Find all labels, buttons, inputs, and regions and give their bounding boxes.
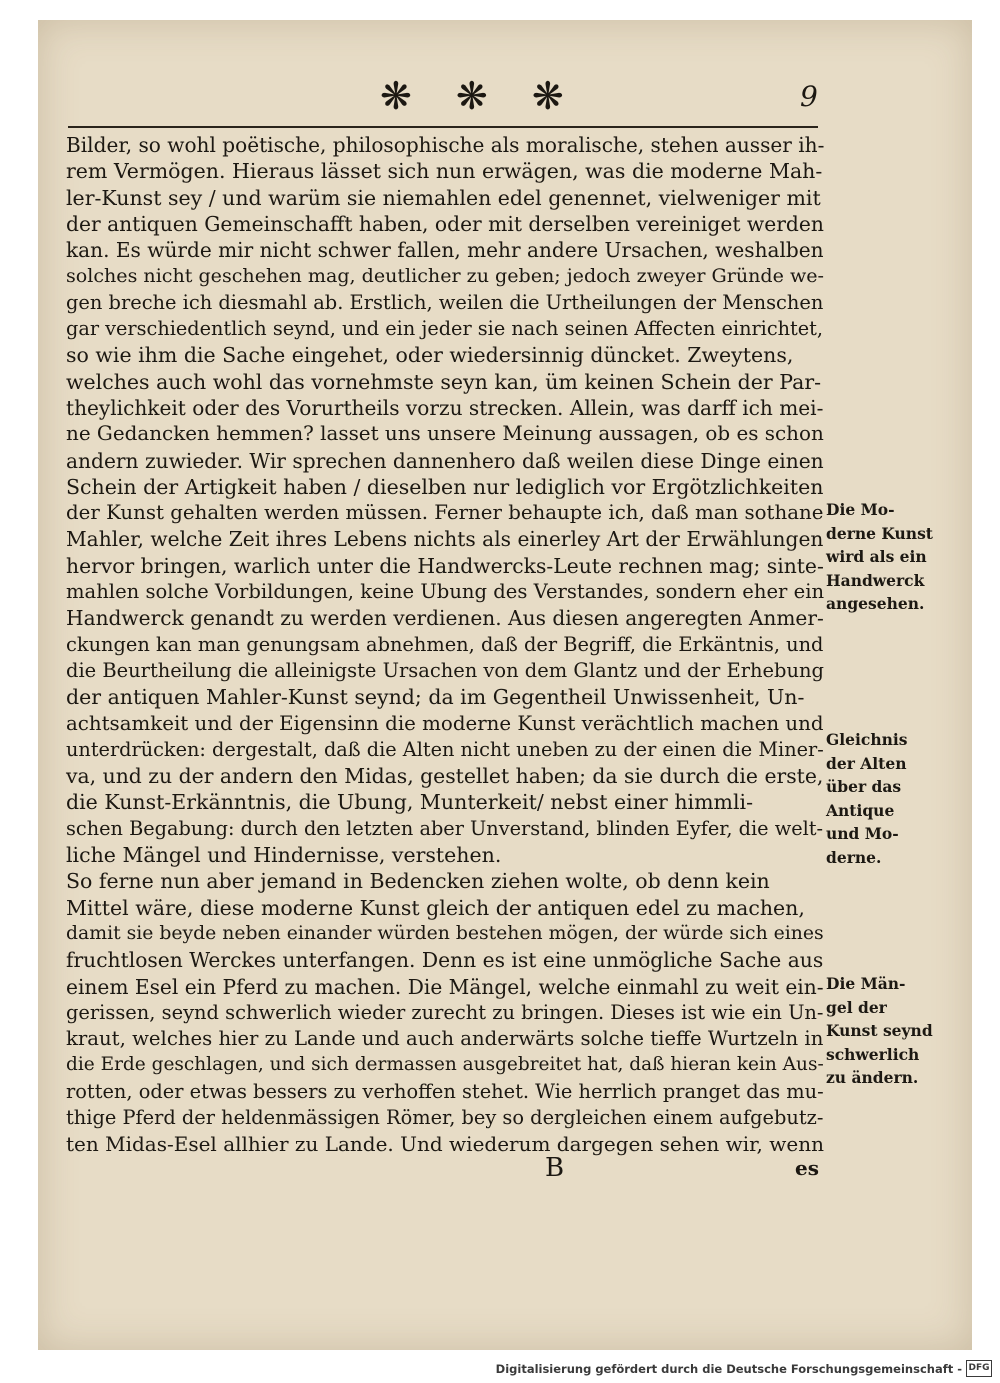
marginal-note-line: Die Män- [826, 974, 906, 993]
marginal-note-line: Handwerck [826, 570, 925, 590]
text-line: Bilder, so wohl poëtische, philosophische als moralische, stehen ausser ih- [66, 133, 825, 157]
text-line: mahlen solche Vorbildungen, keine Ubung des Verstandes, sondern eher ein [66, 580, 825, 604]
text-line: solches nicht geschehen mag, deutlicher zu geben; jedoch zweyer Gründe we- [66, 265, 824, 288]
marginal-note-line: schwerlich [826, 1044, 920, 1064]
text-line: gen breche ich diesmahl ab. Erstlich, weilen die Urtheilungen der Menschen [66, 290, 824, 314]
text-line: die Beurtheilung die alleinigste Ursachen von dem Glantz und der Erhebung [66, 658, 824, 682]
text-line: der Kunst gehalten werden müssen. Ferner behaupte ich, daß man sothane [66, 501, 824, 525]
text-line: Handwerck genandt zu werden verdienen. Aus diesen angeregten Anmer- [66, 606, 824, 631]
text-line: andern zuwieder. Wir sprechen dannenhero daß weilen diese Dinge einen [66, 448, 824, 473]
text-line: schen Begabung: durch den letzten aber Unverstand, blinden Eyfer, die welt- [66, 816, 824, 840]
marginal-note-line: Die Mo- [826, 500, 895, 519]
marginal-note-line: Kunst seynd [826, 1021, 933, 1040]
text-line: ler-Kunst sey / und warüm sie niemahlen edel genennet, vielweniger mit [66, 185, 821, 210]
text-line: welches auch wohl das vornehmste seyn kan, üm keinen Schein der Par- [66, 369, 822, 394]
dfg-logo: DFG [966, 1360, 992, 1377]
funding-credit: Digitalisierung gefördert durch die Deutsche Forschungsgemeinschaft - [495, 1362, 962, 1376]
text-line: ne Gedancken hemmen? lasset uns unsere Meinung aussagen, ob es schon [66, 422, 824, 446]
text-line: so wie ihm die Sache eingehet, oder wiedersinnig düncket. Zweytens, [66, 343, 794, 368]
text-line: Mahler, welche Zeit ihres Lebens nichts als einerley Art der Erwählungen [66, 527, 824, 552]
text-line: rotten, oder etwas bessers zu verhoffen stehet. Wie herrlich pranget das mu- [66, 1079, 824, 1103]
marginal-note-line: wird als ein [826, 547, 927, 566]
text-line: Mittel wäre, diese moderne Kunst gleich der antiquen edel zu machen, [66, 895, 805, 920]
text-line: thige Pferd der heldenmässigen Römer, bey so dergleichen einem aufgebutz- [66, 1105, 824, 1129]
text-line: rem Vermögen. Hieraus lässet sich nun erwägen, was die moderne Mah- [66, 159, 823, 184]
marginal-note-line: derne Kunst [826, 523, 933, 543]
text-line: liche Mängel und Hindernisse, verstehen. [66, 843, 502, 868]
marginal-note-line: angesehen. [826, 594, 925, 613]
text-line: kan. Es würde mir nicht schwer fallen, mehr andere Ursachen, weshalben [66, 238, 824, 263]
marginal-note-line: derne. [826, 847, 882, 867]
marginal-note-line: und Mo- [826, 824, 899, 843]
marginal-note-line: Antique [826, 800, 895, 820]
marginal-note-line: der Alten [826, 753, 907, 773]
text-line: gar verschiedentlich seynd, und ein jeder sie nach seinen Affecten einrichtet, [66, 317, 824, 341]
text-line: So ferne nun aber jemand in Bedencken ziehen wolte, ob denn kein [66, 869, 770, 894]
text-line: die Kunst-Erkänntnis, die Ubung, Munterkeit/ nebst einer himmli- [66, 790, 754, 815]
text-line: va, und zu der andern den Midas, gestellet haben; da sie durch die erste, [66, 764, 824, 789]
text-line: theylichkeit oder des Vorurtheils vorzu strecken. Allein, was darff ich mei- [66, 395, 824, 420]
text-line: damit sie beyde neben einander würden bestehen mögen, der würde sich eines [66, 922, 824, 944]
marginal-note-line: über das [826, 777, 902, 796]
text-line: ten Midas-Esel allhier zu Lande. Und wiederum dargegen sehen wir, wenn [66, 1132, 824, 1157]
text-line: unterdrücken: dergestalt, daß die Alten nicht uneben zu der einen die Miner- [66, 737, 824, 761]
page-number: 9 [800, 80, 818, 113]
body-text [66, 132, 824, 1158]
text-line: der antiquen Mahler-Kunst seynd; da im Gegentheil Unwissenheit, Un- [66, 685, 805, 710]
text-line: gerissen, seynd schwerlich wieder zurecht zu bringen. Dieses ist wie ein Un- [66, 1000, 824, 1024]
text-line: die Erde geschlagen, und sich dermassen ausgebreitet hat, daß hieran kein Aus- [66, 1054, 824, 1076]
text-line: kraut, welches hier zu Lande und auch anderwärts solche tieffe Wurtzeln in [66, 1027, 824, 1051]
text-line: einem Esel ein Pferd zu machen. Die Mängel, welche einmahl zu weit ein- [66, 974, 824, 999]
header-rule [68, 126, 818, 128]
text-line: ckungen kan man genungsam abnehmen, daß der Begriff, die Erkäntnis, und [66, 632, 824, 656]
text-line: Schein der Artigkeit haben / dieselben nur lediglich vor Ergötzlichkeiten [66, 474, 824, 499]
header-ornament: ❋ ❋ ❋ [380, 74, 580, 118]
marginal-note-line: zu ändern. [826, 1068, 919, 1087]
marginal-note [826, 498, 933, 616]
signature-mark: B [545, 1153, 565, 1183]
text-line: der antiquen Gemeinschafft haben, oder mit derselben vereiniget werden [66, 211, 824, 236]
text-line: hervor bringen, warlich unter die Handwercks-Leute rechnen mag; sinte- [66, 553, 824, 578]
catchword: es [795, 1156, 819, 1180]
text-line: fruchtlosen Werckes unterfangen. Denn es ist eine unmögliche Sache aus [66, 948, 824, 973]
text-line: achtsamkeit und der Eigensinn die moderne Kunst verächtlich machen und [66, 711, 824, 735]
marginal-note-line: gel der [826, 997, 887, 1017]
marginal-note-line: Gleichnis [826, 730, 908, 749]
marginal-note [826, 972, 933, 1090]
marginal-note [826, 728, 907, 869]
